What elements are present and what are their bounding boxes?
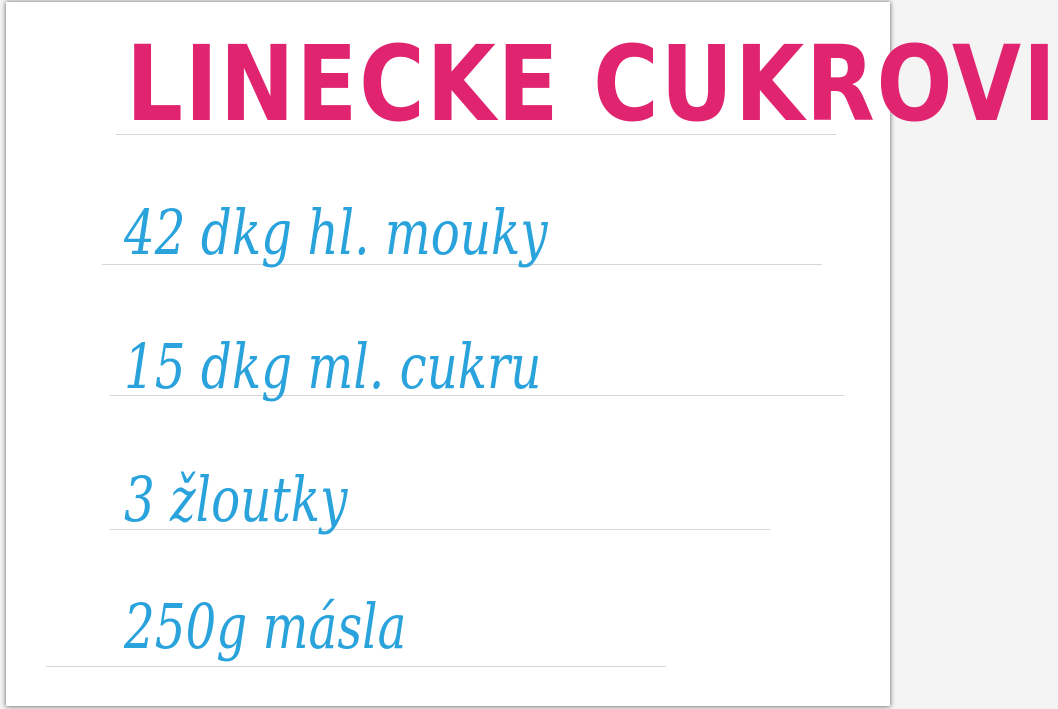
ingredient-list xyxy=(6,2,1058,706)
recipe-title: LINECKE CUKROVI xyxy=(126,23,1058,145)
ingredient-item: 15 dkg ml. cukru xyxy=(124,330,542,403)
ingredient-item: 42 dkg hl. mouky xyxy=(124,196,548,269)
recipe-card xyxy=(6,2,1058,706)
ingredient-item: 250g másla xyxy=(124,590,407,663)
ingredient-item: 3 žloutky xyxy=(124,463,348,536)
